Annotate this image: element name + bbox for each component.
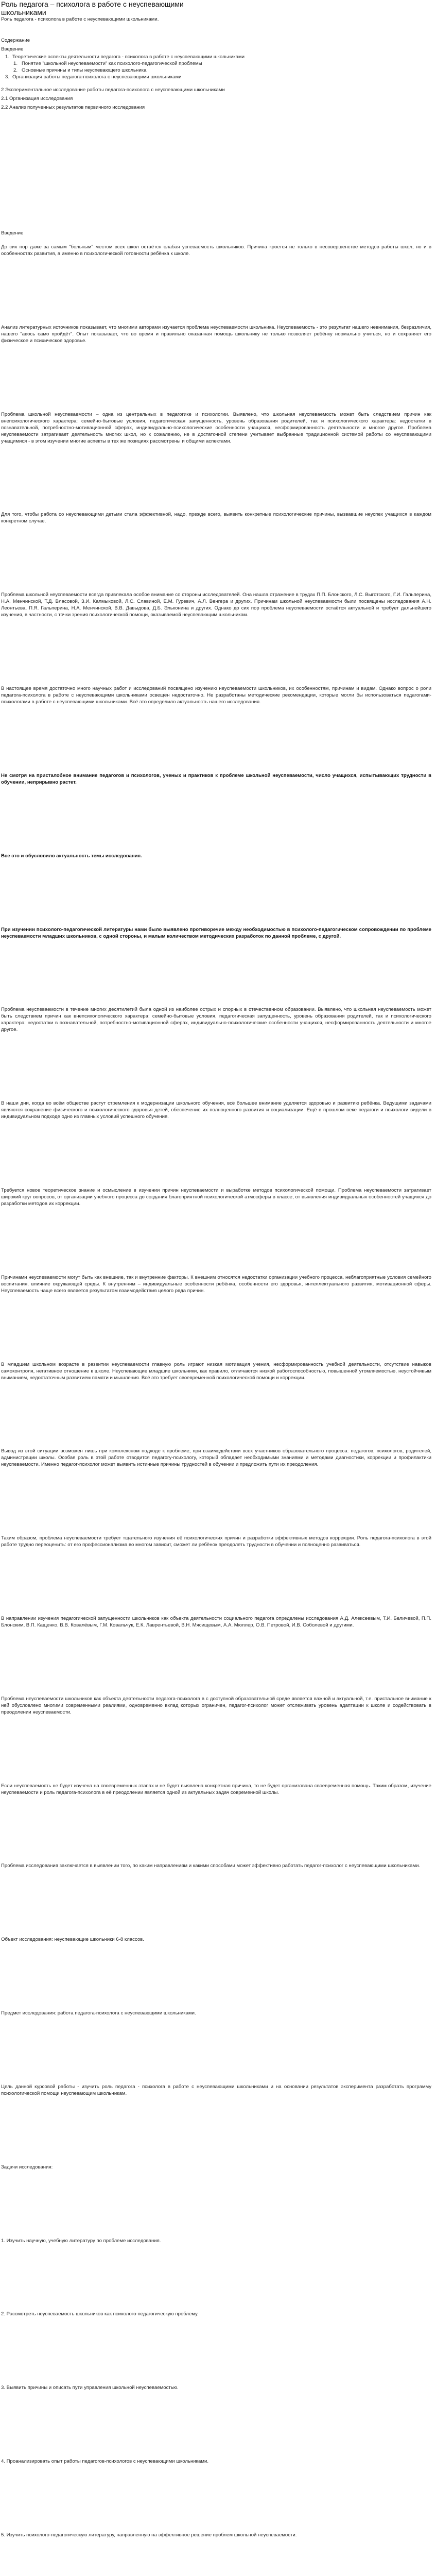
toc-item-label: Основные причины и типы неуспевающего школьника xyxy=(22,67,147,73)
body-paragraph: Проблема исследования заключается в выявлении того, по каким направлениям и какими способами может эффективно работать педагог-психолог с неуспевающими школьниками. xyxy=(1,1863,421,1869)
toc-item-number: 2. xyxy=(13,67,18,73)
body-paragraph: Причинами неуспеваемости могут быть как внешние, так и внутренние факторы. К внешним относятся недостатки организации учебного процесса, неблагоприятные условия семейного воспитания, влияние окружающей среды. К внутренним – индивидуальные особенности ребёнка, особенности его здоровья, интеллектуального развития, мотивационной сферы. Неуспеваемость чаще всего является результатом взаимодействия целого ряда причин. xyxy=(1,1274,431,1294)
toc-item-label: 2.1 Организация исследования xyxy=(1,96,73,101)
body-paragraph: Анализ литературных источников показывает, что многими авторами изучается проблема неуспеваемости школьника. Неуспеваемость - это результат нашего невнимания, безразличия, нашего "авось само пройдёт". Опыт показывает, что во время и правильно оказанная помощь школьнику не только позволяет ребёнку нормально учиться, но и сохраняет его физическое и психическое здоровье. xyxy=(1,324,431,344)
toc-item xyxy=(1,67,431,74)
bold-statement: При изучении психолого-педагогической литературы нами было выявлено противоречие между необходимостью в психолого-педагогическом сопровождении по проблеме неуспеваемости младших школьников, с одной стороны, и малым количеством методических разработок по данной проблеме, с другой. xyxy=(1,926,431,939)
body-paragraph: В наши дни, когда во всём обществе растут стремления к модернизации школьного обучения, всё большее внимание уделяется здоровью и развитию ребёнка. Ведущими задачами являются сохранение физического и психологического здоровья детей, обеспечение их полноценного развития и социализации. Ещё в прошлом веке педагоги и психологи видели в индивидуальном подходе одно из главных условий успешного обучения. xyxy=(1,1100,431,1120)
body-paragraph: Задачи исследования: xyxy=(1,2164,53,2170)
table-of-contents xyxy=(1,54,431,111)
toc-item-label: Организация работы педагога-психолога с неуспевающими школьниками xyxy=(12,74,182,80)
toc-item xyxy=(1,87,431,93)
toc-item xyxy=(1,74,431,80)
body-paragraph: Проблема неуспеваемости школьников как объекта деятельности педагога-психолога в с доступной образовательной среде является важной и актуальной, т.е. пристальное внимание к ней обусловлено многими современными реалиями, одновременно вклад которых ограничен, педагог-психолог может отслеживать уровень адаптации к школе и содействовать в преодолении неуспеваемости. xyxy=(1,1696,431,1715)
task-item: 2. Рассмотреть неуспеваемость школьников как психолого-педагогическую проблему. xyxy=(1,2311,199,2317)
toc-item-label: Теоретические аспекты деятельности педагога - психолога в работе с неуспевающими школьниками xyxy=(12,54,245,60)
body-paragraph: Таким образом, проблема неуспеваемости требует тщательного изучения её психологических причин и разработки эффективных методов коррекции. Роль педагога-психолога в этой работе трудно переоценить: от его профессионализма во многом зависит, сможет ли ребёнок преодолеть трудности в обучении и полноценно развиваться. xyxy=(1,1535,431,1548)
toc-item xyxy=(1,54,431,60)
task-item: 4. Проанализировать опыт работы педагогов-психологов с неуспевающими школьниками. xyxy=(1,2458,209,2464)
toc-item-label: Понятие "школьной неуспеваемости" как психолого-педагогической проблемы xyxy=(22,61,202,66)
body-paragraph: В направлении изучения педагогической запущенности школьников как объекта деятельности социального педагога определены исследования А.Д. Алексеевым, Т.И. Беличевой, П.П. Блонским, В.П. Кащенко, В.В. Ковалёвым, Г.М. Ковальчук, Е.К. Лаврентьевой, В.Н. Мясищевым, А.А. Мюллер, О.В. Петровой, И.В. Соболевой и другими. xyxy=(1,1616,431,1628)
body-paragraph: Если неуспеваемость не будет изучена на своевременных этапах и не будет выявлена конкретная причина, то не будет организована своевременная помощь. Таким образом, изучение неуспеваемости и роль педагога-психолога в её преодолении является одной из актуальных задач современной школы. xyxy=(1,1783,431,1795)
body-paragraph: Требуется новое теоретическое знание и осмысление в изучении причин неуспеваемости и выработке методов психологической помощи. Проблема неуспеваемости затрагивает широкий круг вопросов, от организации учебного процесса до создания благоприятной психологической атмосферы в классе, от выявления индивидуальных особенностей учащихся до разработки методов их коррекции. xyxy=(1,1187,431,1207)
toc-item xyxy=(1,104,431,111)
task-item: 1. Изучить научную, учебную литературу по проблеме исследования. xyxy=(1,2238,161,2244)
toc-item-label: Экспериментальное исследование работы педагога-психолога с неуспевающими школьниками xyxy=(5,87,225,93)
toc-item-number: 2 xyxy=(1,87,6,93)
intro-heading: Введение xyxy=(1,230,24,236)
body-paragraph: Объект исследования: неуспевающие школьники 6-8 классов. xyxy=(1,1937,144,1943)
page-subtitle: Роль педагога - психолога в работе с неуспевающими школьниками. xyxy=(1,16,159,22)
body-paragraph: Предмет исследования: работа педагога-психолога с неуспевающими школьниками. xyxy=(1,2010,196,2016)
body-paragraph: В настоящее время достаточно много научных работ и исследований посвящено изучению неуспеваемости школьников, их особенностям, причинам и видам. Однако вопрос о роли педагога-психолога в работе с неуспевающими школьниками освещён недостаточно. Не разработаны методические рекомендации, которые могли бы использоваться педагогами-психологами в работе с неуспевающими школьниками. Всё это определило актуальность нашего исследования. xyxy=(1,686,431,705)
toc-item xyxy=(1,60,431,67)
bold-statement: Все это и обусловило актуальность темы исследования. xyxy=(1,853,142,859)
body-paragraph: Цель данной курсовой работы - изучить роль педагога - психолога в работе с неуспевающими школьниками и на основании результатов эксперимента разработать программу психологической помощи неуспевающим школьникам. xyxy=(1,2083,431,2096)
toc-item-number: 3. xyxy=(5,74,10,80)
body-paragraph: До сих пор даже за самым "больным" местом всех школ остаётся слабая успеваемость школьников. Причина кроется не только в несовершенстве методов работы школ, но и в особенностях развития, а именно в психологической готовности ребёнка к школе. xyxy=(1,244,431,257)
body-paragraph: В младшем школьном возрасте в развитии неуспеваемости главную роль играют низкая мотивация учения, несформированность учебной деятельности, отсутствие навыков самоконтроля, негативное отношение к школе. Неуспевающие младшие школьники, как правило, отличаются низкой работоспособностью, повышенной утомляемостью, неустойчивым вниманием, недостаточным развитием памяти и мышления. Всё это требует своевременной психологической помощи и коррекции. xyxy=(1,1361,431,1381)
toc-heading: Содержание xyxy=(1,38,30,43)
document-body xyxy=(1,244,431,2576)
toc-item-number: 1. xyxy=(13,61,18,66)
page-title: Роль педагога – психолога в работе с неуспевающими школьниками xyxy=(1,0,184,16)
task-item: 5. Изучить психолого-педагогическую литературу, направленную на эффективное решение проблем школьной неуспеваемости. xyxy=(1,2532,297,2538)
toc-item-label: 2.2 Анализ полученных результатов первичного исследования xyxy=(1,105,145,110)
body-paragraph: Проблема неуспеваемости в течение многих десятилетий была одной из наиболее острых и спорных в отечественном образовании. Выявлено, что школьная неуспеваемость может быть следствием причин как внепсихологического характера: семейно-бытовые условия, педагогическая запущенность, уровень образования родителей, так и психологического характера: недостатки в познавательной, потребностно-мотивационной сферах, индивидуально-психологические особенности учащихся, несформированность деятельности и многое другое. xyxy=(1,1007,431,1033)
body-paragraph: Вывод из этой ситуации возможен лишь при комплексном подходе к проблеме, при взаимодействии всех участников образовательного процесса: педагогов, психологов, родителей, администрации школы. Особая роль в этой работе отводится педагогу-психологу, который обладает необходимыми знаниями и методами диагностики, коррекции и профилактики неуспеваемости. Именно педагог-психолог может выявить истинные причины трудностей в обучении и предложить пути их преодоления. xyxy=(1,1448,431,1468)
task-item: 3. Выявить причины и описать пути управления школьной неуспеваемостью. xyxy=(1,2385,179,2391)
body-paragraph: Проблема школьной неуспеваемости – одна из центральных в педагогике и психологии. Выявлено, что школьная неуспеваемость может быть следствием причин как внепсихологического характера: семейно-бытовые условия, педагогическая запущенность, уровень образования родителей, так и психологического характера: недостатки в познавательной, потребностно-мотивационной сферах, индивидуально-психологические особенности учащихся, несформированность деятельности и многое другое. Проблема неуспеваемости затрагивает деятельность многих школ, но к сожалению, не в достаточной степени учитывает выбранные традиционной системой работы со неуспевающими учащимися - в этом изучении многие аспекты в тех же позициях рассмотрены и общими аспектами. xyxy=(1,411,431,444)
toc-item-number: 1. xyxy=(5,54,10,60)
body-paragraph: Для того, чтобы работа со неуспевающими детьми стала эффективной, надо, прежде всего, выявить конкретные психологические причины, вызвавшие неуспех учащихся в каждом конкретном случае. xyxy=(1,512,431,524)
body-paragraph: Проблема школьной неуспеваемости всегда привлекала особое внимание со стороны исследователей. Она нашла отражение в трудах П.П. Блонского, Л.С. Выготского, Г.И. Гальперина, Н.А. Менчинской, Т.Д. Власовой, З.И. Калмыковой, Л.С. Славиной, Е.М. Гуревич, А.Л. Венгера и других. Причинам школьной неуспеваемости были посвящены исследования А.Н. Леонтьева, П.Я. Гальперина, Н.А. Менчинской, В.В. Давыдова, Д.Б. Эльконина и других. Однако до сих пор проблема неуспеваемости остаётся актуальной и требует дальнейшего изучения, в частности, с точки зрения психологической помощи, оказываемой неуспевающим школьникам. xyxy=(1,592,431,618)
bold-statement: Не смотря на присталобное внимание педагогов и психологов, ученых и практиков к проблеме школьной неуспеваемости, число учащихся, испытывающих трудности в обучении, неприрывно растет. xyxy=(1,772,431,785)
toc-item xyxy=(1,95,431,102)
toc-intro: Введение xyxy=(1,46,24,52)
